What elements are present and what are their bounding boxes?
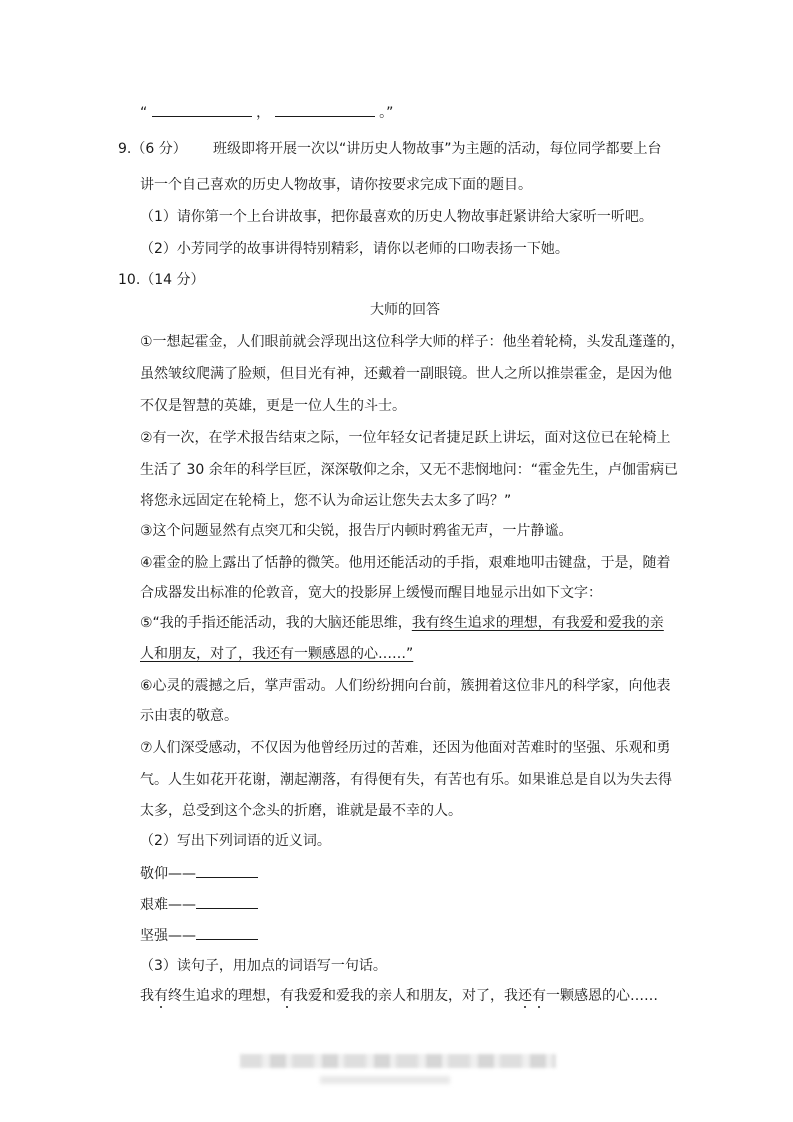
word-label-3: 坚强——	[140, 928, 196, 944]
p4-line1: ④霍金的脸上露出了恬静的微笑。他用还能活动的手指，艰难地叩击键盘，于是，随着	[140, 555, 671, 571]
comma: ，	[256, 105, 271, 121]
sentence-part: 一颗感恩的心……	[546, 988, 658, 1004]
answer-blank-1[interactable]	[196, 863, 258, 878]
p1-line1: ①一想起霍金，人们眼前就会浮现出这位科学大师的样子：他坐着轮椅，头发乱蓬蓬的，	[140, 334, 685, 350]
q10-sub3: （3）读句子，用加点的词语写一句话。	[140, 958, 387, 974]
synonym-2	[140, 894, 258, 915]
p2-line1: ②有一次，在学术报告结束之际，一位年轻女记者捷足跃上讲坛，面对这位已在轮椅上	[140, 430, 671, 446]
q9-line1: 班级即将开展一次以“讲历史人物故事”为主题的活动，每位同学都要上台	[213, 141, 662, 157]
sentence-part: 我	[140, 988, 154, 1004]
p7-line3: 太多，总受到这个念头的折磨，谁就是最不幸的人。	[140, 803, 462, 819]
p2-line3: 将您永远固定在轮椅上，您不认为命运让您失去太多了吗？”	[140, 493, 512, 509]
p5-underlined-1: 我有终生追求的理想，有我爱和爱我的亲	[411, 615, 664, 631]
example-sentence	[140, 986, 658, 1006]
p5-plain: ⑤“我的手指还能活动，我的大脑还能思维，	[140, 615, 412, 631]
answer-blank-2[interactable]	[196, 894, 258, 909]
blurred-footer-2	[320, 1076, 450, 1084]
p6-line2: 示由衷的敬意。	[140, 708, 238, 724]
p7-line2: 气。人生如花开花谢，潮起潮落，有得便有失，有苦也有乐。如果谁总是自以为失去得	[140, 772, 672, 788]
blurred-footer	[240, 1054, 556, 1068]
p2-line2: 生活了 30 余年的科学巨匠，深深敬仰之余，又无不悲悯地问：“霍金先生，卢伽雷病已	[140, 462, 678, 478]
word-label-1: 敬仰——	[140, 866, 196, 882]
sentence-part: 终生追求的理想，	[168, 988, 280, 1004]
q9-number: 9.（6 分）	[118, 141, 187, 157]
p1-line2: 虽然皱纹爬满了脸颊，但目光有神，还戴着一副眼镜。世人之所以推崇霍金，是因为他	[140, 366, 672, 382]
q9-sub1: （1）请你第一个上台讲故事，把你最喜欢的历史人物故事赶紧讲给大家听一听吧。	[140, 209, 653, 225]
answer-blank-3[interactable]	[196, 925, 258, 940]
word-label-2: 艰难——	[140, 897, 196, 913]
p5-underlined-2: 人和朋友，对了，我还有一颗感恩的心……”	[140, 646, 414, 662]
p4-line2: 合成器发出标准的伦敦音，宽大的投影屏上缓慢而醒目地显示出如下文字：	[140, 585, 602, 601]
dotted-word: 有	[532, 988, 546, 1004]
q9-line2: 讲一个自己喜欢的历史人物故事，请你按要求完成下面的题目。	[140, 177, 532, 193]
q9-sub2: （2）小芳同学的故事讲得特别精彩，请你以老师的口吻表扬一下她。	[140, 241, 569, 257]
p5-line1	[140, 613, 664, 633]
open-quote: “	[140, 105, 148, 121]
q10-sub2: （2）写出下列词语的近义词。	[140, 833, 331, 849]
close-quote: 。”	[379, 105, 394, 121]
passage-title: 大师的回答	[370, 302, 440, 318]
p6-line1: ⑥心灵的震撼之后，掌声雷动。人们纷纷拥向台前，簇拥着这位非凡的科学家，向他表	[140, 678, 671, 694]
p7-line1: ⑦人们深受感动，不仅因为他曾经历过的苦难，还因为他面对苦难时的坚强、乐观和勇	[140, 740, 671, 756]
synonym-3	[140, 925, 258, 946]
q10-number: 10.（14 分）	[118, 272, 205, 288]
p3: ③这个问题显然有点突兀和尖锐，报告厅内顿时鸦雀无声，一片静谧。	[140, 523, 573, 539]
dotted-word: 有	[280, 988, 294, 1004]
p1-line3: 不仅是智慧的英雄，更是一位人生的斗士。	[140, 398, 406, 414]
blank-2[interactable]	[275, 102, 375, 117]
synonym-1	[140, 863, 258, 884]
p5-line2	[140, 644, 413, 664]
dotted-word: 还	[518, 988, 532, 1004]
fill-blank-line	[140, 102, 393, 123]
dotted-word: 有	[154, 988, 168, 1004]
blank-1[interactable]	[152, 102, 252, 117]
sentence-part: 我爱和爱我的亲人和朋友，对了，我	[294, 988, 518, 1004]
